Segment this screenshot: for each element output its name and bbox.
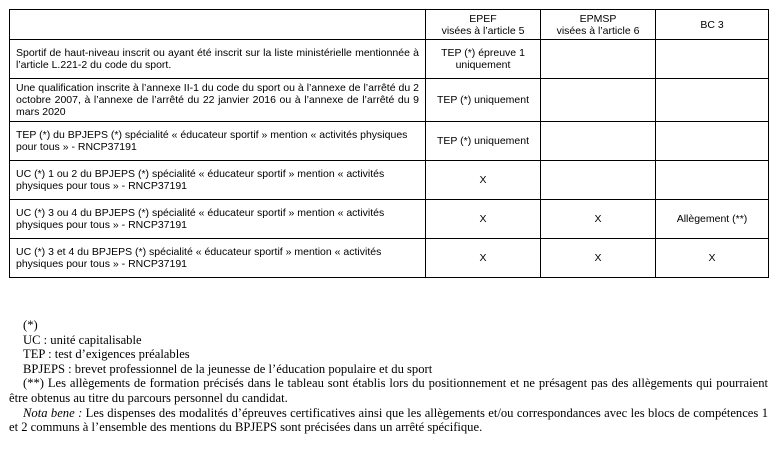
table-row <box>10 40 769 79</box>
cell-bc3 <box>656 40 769 79</box>
row-label: UC (*) 3 ou 4 du BPJEPS (*) spécialité « éducateur sportif » mention « activités physiques pour tous » - RNCP37191 <box>10 200 426 239</box>
cell-epmsp <box>541 161 656 200</box>
footnote-bpjeps: BPJEPS : brevet professionnel de la jeunesse de l’éducation populaire et du sport <box>23 361 433 376</box>
cell-bc3 <box>656 161 769 200</box>
footnote-asterisk: (*) <box>23 318 38 332</box>
cell-bc3 <box>656 122 769 161</box>
footnote-tep: TEP : test d’exigences préalables <box>23 347 190 362</box>
header-epmsp-subtitle: visées à l’article 6 <box>556 24 640 37</box>
cell-epef: X <box>426 161 541 200</box>
table-row <box>10 161 769 200</box>
cell-epef: X <box>426 200 541 239</box>
cell-bc3: X <box>656 239 769 278</box>
cell-epmsp <box>541 79 656 122</box>
table-row <box>10 200 769 239</box>
cell-epmsp: X <box>541 239 656 278</box>
cell-bc3: Allègement (**) <box>656 200 769 239</box>
header-epef-subtitle: visées à l’article 5 <box>441 24 525 37</box>
header-bc3 <box>656 10 769 40</box>
table-row <box>10 79 769 122</box>
table-header-row <box>10 10 769 40</box>
footnote-uc: UC : unité capitalisable <box>23 332 142 347</box>
nota-bene-text: Les dispenses des modalités d’épreuves certificatives ainsi que les allègements et/ou correspondances avec les blocs de compétences 1 et 2 communs à l’ensemble des mentions du BPJEPS sont précisées dans un arrêté spécifique. <box>9 405 768 435</box>
nota-bene <box>9 406 768 435</box>
footnotes <box>9 318 768 435</box>
header-epef <box>426 10 541 40</box>
cell-epef: TEP (*) épreuve 1 uniquement <box>426 40 541 79</box>
cell-epef: TEP (*) uniquement <box>426 79 541 122</box>
cell-epmsp <box>541 122 656 161</box>
header-empty-cell <box>10 10 426 40</box>
row-label: UC (*) 3 et 4 du BPJEPS (*) spécialité « éducateur sportif » mention « activités physiques pour tous » - RNCP37191 <box>10 239 426 278</box>
cell-epmsp: X <box>541 200 656 239</box>
row-label: Sportif de haut-niveau inscrit ou ayant été inscrit sur la liste ministérielle mentionnée à l’article L.221-2 du code du sport. <box>10 40 426 79</box>
row-label: UC (*) 1 ou 2 du BPJEPS (*) spécialité « éducateur sportif » mention « activités physiques pour tous » - RNCP37191 <box>10 161 426 200</box>
cell-epef: TEP (*) uniquement <box>426 122 541 161</box>
equivalence-table <box>9 9 769 278</box>
header-epmsp <box>541 10 656 40</box>
nota-bene-label: Nota bene : <box>23 405 83 420</box>
header-epmsp-title: EPMSP <box>579 12 617 25</box>
header-bc3-title: BC 3 <box>700 18 724 31</box>
header-epef-title: EPEF <box>469 12 497 25</box>
footnote-allegements: (**) Les allègements de formation précisés dans le tableau sont établis lors du positionnement et ne présagent pas des allègements qui pourraient être obtenus au titre du parcours personnel du candidat. <box>9 376 768 405</box>
cell-epmsp <box>541 40 656 79</box>
cell-bc3 <box>656 79 769 122</box>
row-label: TEP (*) du BPJEPS (*) spécialité « éducateur sportif » mention « activités physiques pour tous » - RNCP37191 <box>10 122 426 161</box>
table-row <box>10 239 769 278</box>
row-label: Une qualification inscrite à l’annexe II-1 du code du sport ou à l’annexe de l’arrêté du 2 octobre 2007, à l’annexe de l’arrêté du 22 janvier 2016 ou à l’annexe de l’arrêté du 9 mars 2020 <box>10 79 426 122</box>
cell-epef: X <box>426 239 541 278</box>
table-row <box>10 122 769 161</box>
